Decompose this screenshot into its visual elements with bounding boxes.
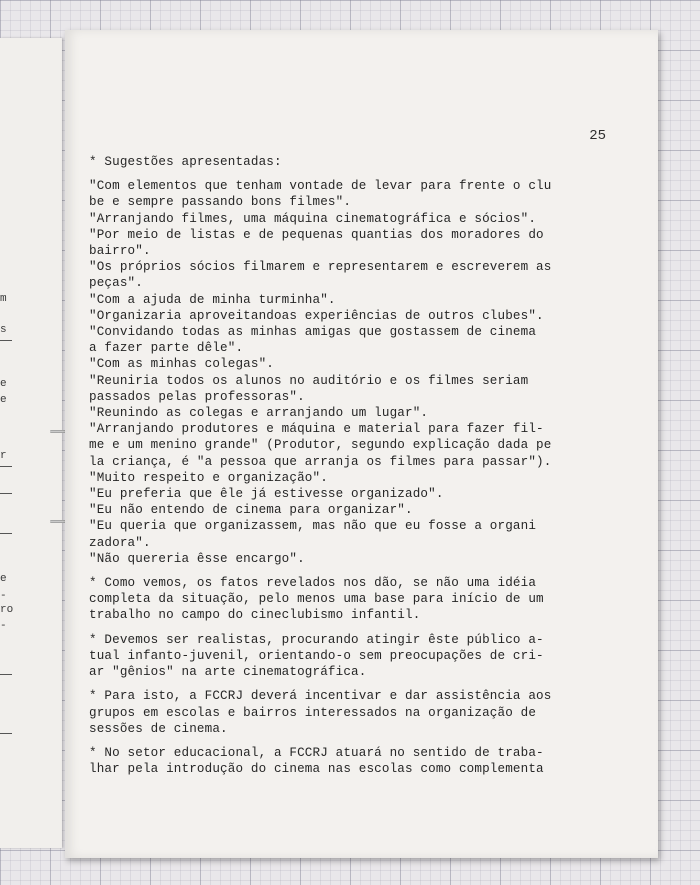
prev-page-fragment: s (0, 324, 7, 336)
text-line: be e sempre passando bons filmes". (89, 195, 352, 210)
prev-page-fragment: - (0, 590, 7, 602)
text-line: la criança, é "a pessoa que arranja os filmes para passar"). (89, 454, 552, 469)
text-line: * Devemos ser realistas, procurando atingir êste público a- (89, 632, 544, 647)
text-line: "Não quereria êsse encargo". (89, 551, 305, 566)
text-line: * No setor educacional, a FCCRJ atuará no sentido de traba- (89, 745, 544, 760)
text-line: zadora". (89, 535, 151, 550)
text-line: passados pelas professoras". (89, 389, 305, 404)
text-line: "Convidando todas as minhas amigas que gostassem de cinema (89, 325, 537, 340)
section-heading: * Sugestões apresentadas: (89, 155, 282, 169)
paragraph (89, 745, 589, 777)
prev-page-fragment: ro (0, 604, 14, 616)
text-line: completa da situação, pelo menos uma base para início de um (89, 592, 544, 607)
paragraph (89, 632, 589, 681)
text-line: * Para isto, a FCCRJ deverá incentivar e dar assistência aos (89, 689, 552, 704)
text-line: "Arranjando produtores e máquina e material para fazer fil- (89, 422, 544, 437)
text-line: "Eu não entendo de cinema para organizar". (89, 503, 413, 518)
text-line: bairro". (89, 244, 151, 259)
text-line: ar "gênios" na arte cinematográfica. (89, 665, 367, 680)
suggestion-list (89, 178, 589, 567)
paragraph (89, 575, 589, 624)
text-line: peças". (89, 276, 143, 291)
prev-page-rule (0, 340, 12, 341)
text-line: * Como vemos, os fatos revelados nos dão, se não uma idéia (89, 576, 537, 591)
text-line: a fazer parte dêle". (89, 341, 244, 356)
staple (50, 430, 66, 433)
text-line: "Eu queria que organizassem, mas não que eu fosse a organi (89, 519, 537, 534)
prev-page-fragment: e (0, 573, 7, 585)
prev-page-fragment: m (0, 293, 7, 305)
text-line: "Eu preferia que êle já estivesse organizado". (89, 487, 444, 502)
text-line: sessões de cinema. (89, 721, 228, 736)
text-line: "Reuniria todos os alunos no auditório e os filmes seriam (89, 373, 529, 388)
text-line: "Muito respeito e organização". (89, 470, 328, 485)
prev-page-fragment: e (0, 394, 7, 406)
document-page (65, 30, 658, 858)
text-line: tual infanto-juvenil, orientando-o sem preocupações de cri- (89, 648, 544, 663)
text-line: "Arranjando filmes, uma máquina cinematográfica e sócios". (89, 211, 537, 226)
text-line: "Com a ajuda de minha turminha". (89, 292, 336, 307)
text-line: "Reunindo as colegas e arranjando um lugar". (89, 406, 429, 421)
text-line: "Com elementos que tenham vontade de levar para frente o clu (89, 179, 552, 194)
text-line: trabalho no campo do cineclubismo infantil. (89, 608, 421, 623)
text-line: lhar pela introdução do cinema nas escolas como complementa (89, 762, 544, 777)
text-line: "Com as minhas colegas". (89, 357, 274, 372)
typed-text-body (89, 154, 589, 777)
staple (50, 520, 66, 523)
prev-page-rule (0, 493, 12, 494)
prev-page-rule (0, 533, 12, 534)
text-line: "Por meio de listas e de pequenas quantias dos moradores do (89, 227, 544, 242)
previous-page-edge (0, 38, 62, 848)
text-line: "Organizaria aproveitandoas experiências de outros clubes". (89, 308, 544, 323)
prev-page-fragment: - (0, 620, 7, 632)
prev-page-rule (0, 674, 12, 675)
prev-page-fragment: r (0, 450, 7, 462)
text-line: me e um menino grande" (Produtor, segundo explicação dada pe (89, 438, 552, 453)
page-number: 25 (589, 128, 606, 144)
text-line: "Os próprios sócios filmarem e representarem e escreverem as (89, 260, 552, 275)
text-line: grupos em escolas e bairros interessados na organização de (89, 705, 537, 720)
paragraph (89, 688, 589, 737)
prev-page-rule (0, 466, 12, 467)
prev-page-rule (0, 733, 12, 734)
prev-page-fragment: e (0, 378, 7, 390)
